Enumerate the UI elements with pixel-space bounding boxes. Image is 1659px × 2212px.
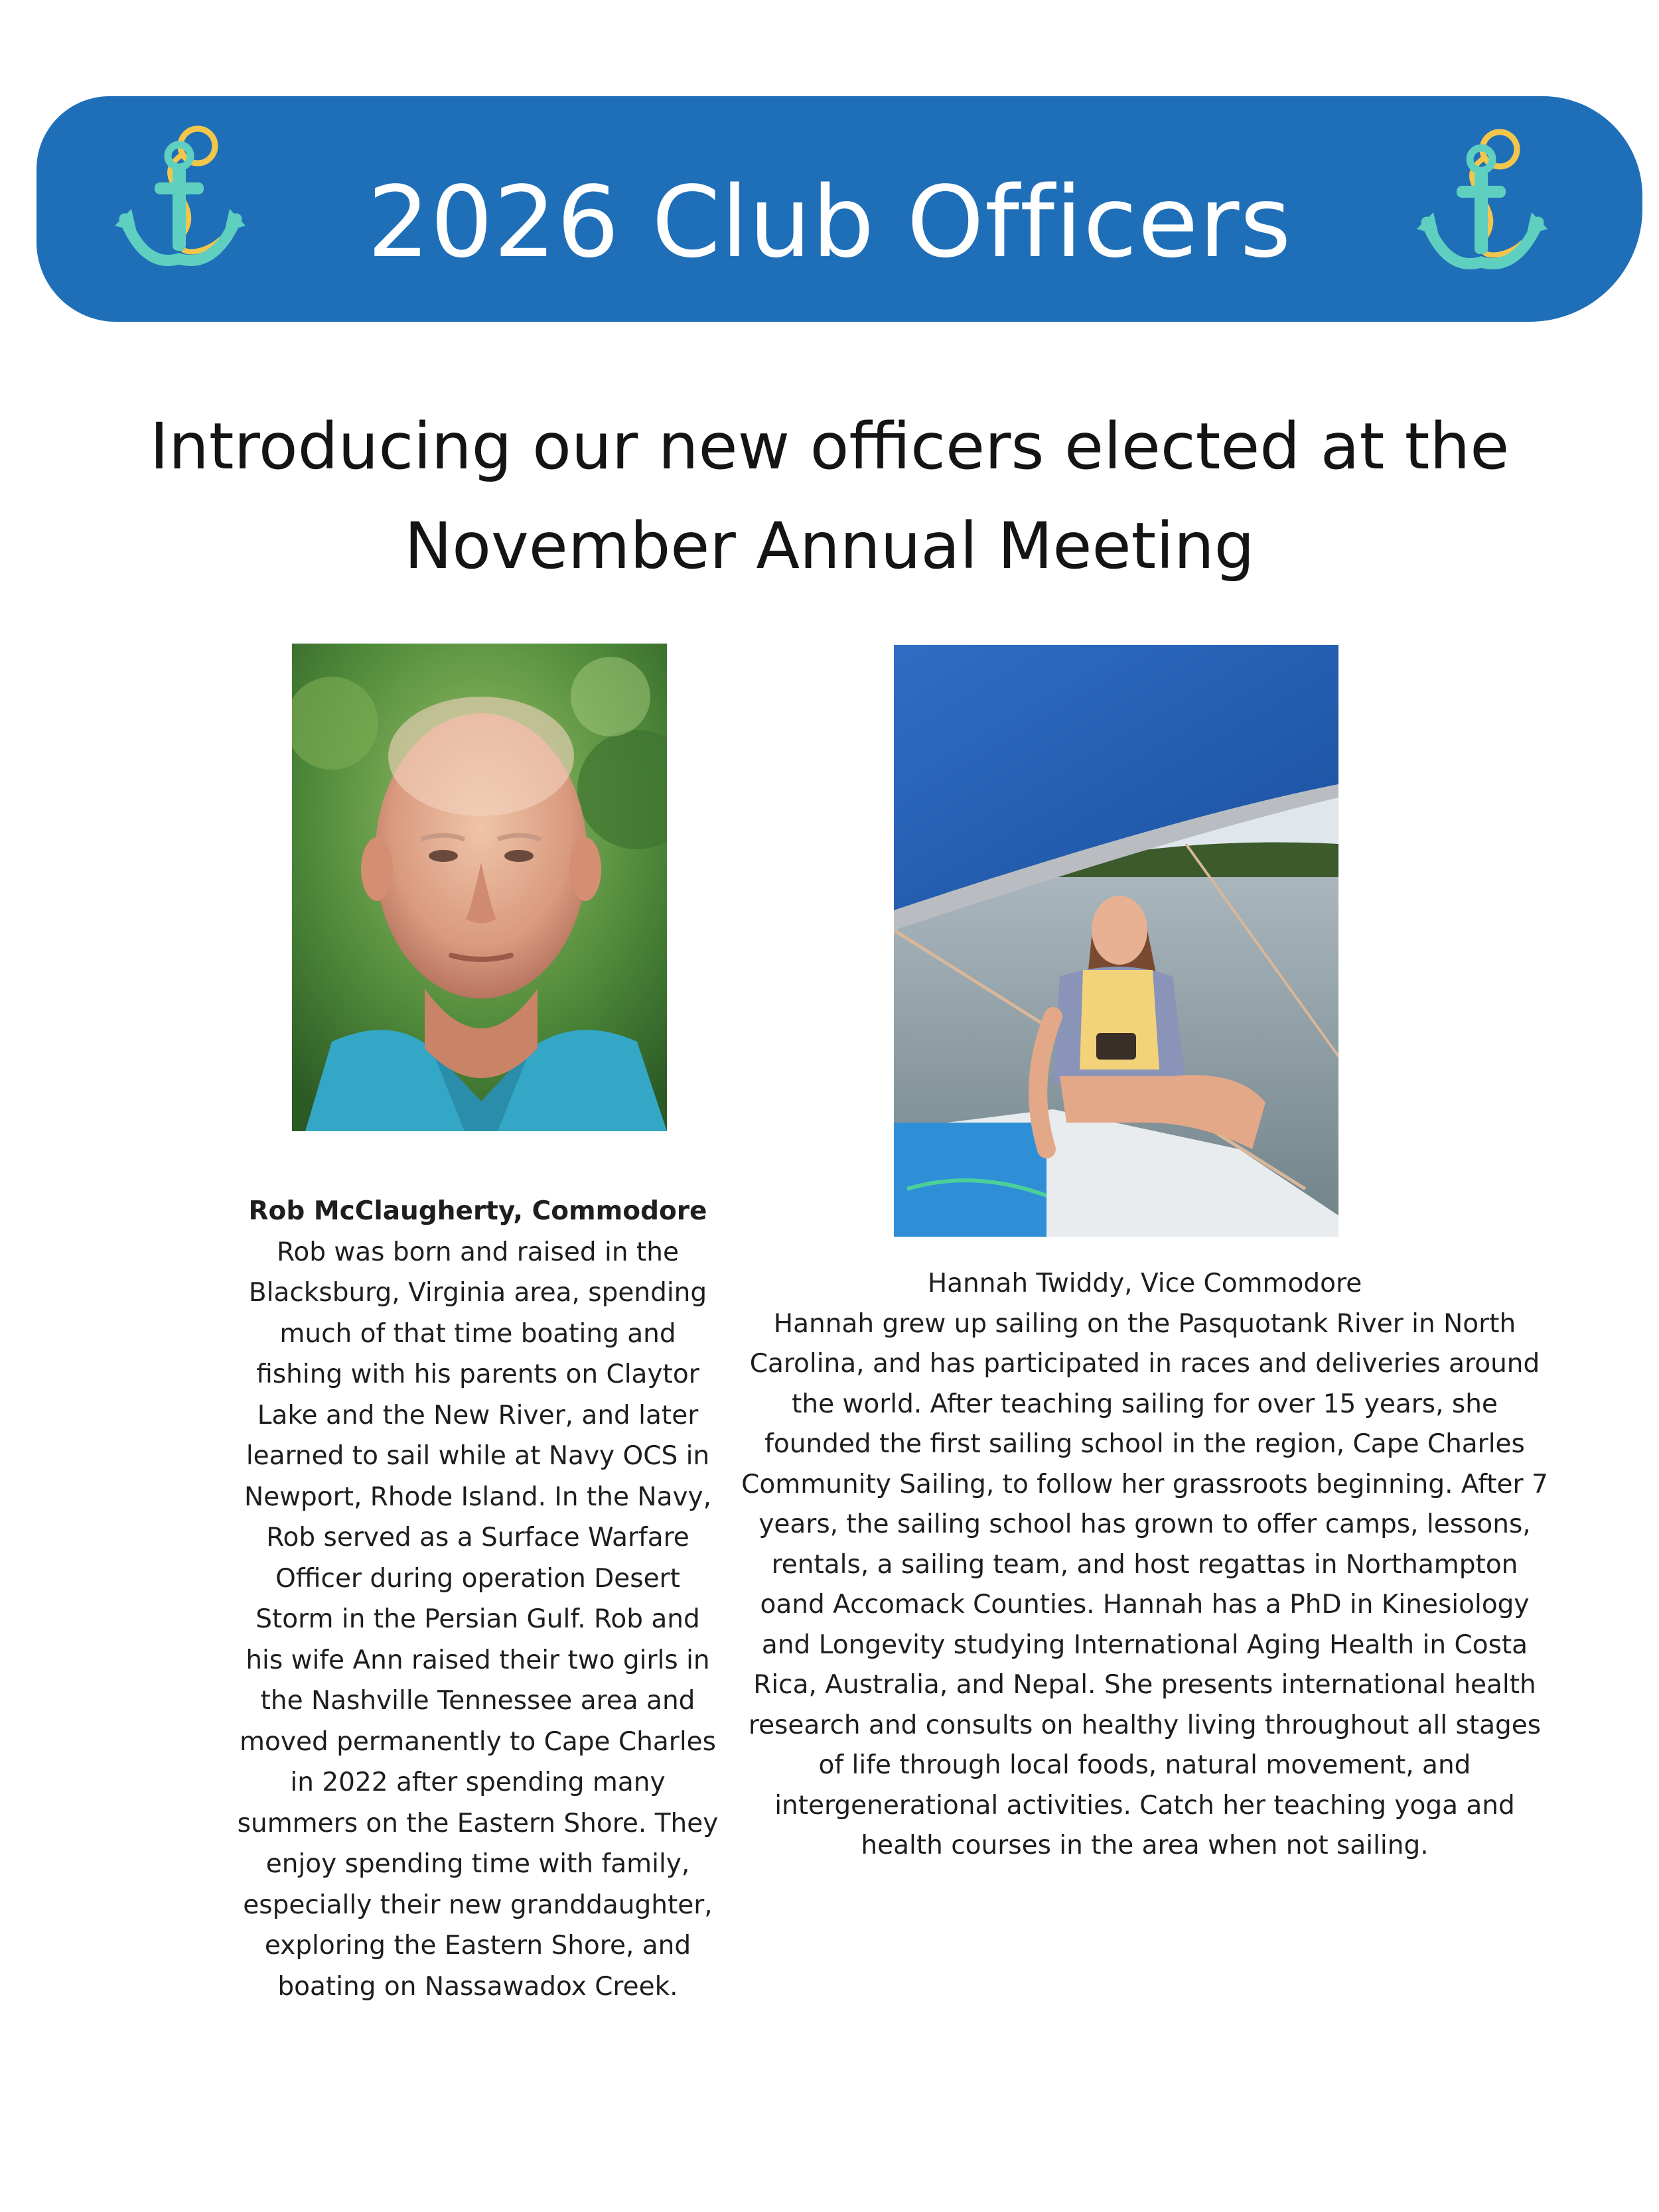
page-title: 2026 Club Officers [367,165,1292,279]
officer-bio-text: Hannah grew up sailing on the Pasquotank River in North Carolina, and has participated in races and deliveries around the world. After teaching sailing for over 15 years, she founded the first sailing school in the region, Cape Charles Community Sailing, to follow her grassroots beginning. After 7 years, the sailing school has grown to offer camps, lessons, rentals, a sailing team, and host regattas in Northampton oand Accomack Counties. Hannah has a PhD in Kinesiology and Longevity studying International Aging Health in Costa Rica, Australia, and Nepal. She presents international health research and consults on healthy living throughout all stages of life through local foods, natural movement, and intergenerational activities. Catch her teaching yoga and health courses in the area when not sailing. [741,1308,1548,1860]
vice-commodore-photo [894,645,1338,1237]
vice-commodore-bio [737,1264,1553,1866]
intro-heading [66,397,1593,596]
officer-name-title: Rob McClaugherty, Commodore [248,1196,707,1226]
commodore-bio [236,1191,720,2007]
commodore-photo [292,644,667,1131]
officer-name-title: Hannah Twiddy, Vice Commodore [927,1269,1362,1298]
intro-line-2: November Annual Meeting [404,509,1255,583]
officer-bio-text: Rob was born and raised in the Blacksburg, Virginia area, spending much of that time boating and fishing with his parents on Claytor Lake and the New River, and later learned to sail while at Navy OCS in Newport, Rhode Island. In the Navy, Rob served as a Surface Warfare Officer during operation Desert Storm in the Persian Gulf. Rob and his wife Ann raised their two girls in the Nashville Tennessee area and moved permanently to Cape Charles in 2022 after spending many summers on the Eastern Shore. They enjoy spending time with family, especially their new granddaughter, exploring the Eastern Shore, and boating on Nassawadox Creek. [237,1237,719,2002]
intro-line-1: Introducing our new officers elected at the [149,409,1510,484]
